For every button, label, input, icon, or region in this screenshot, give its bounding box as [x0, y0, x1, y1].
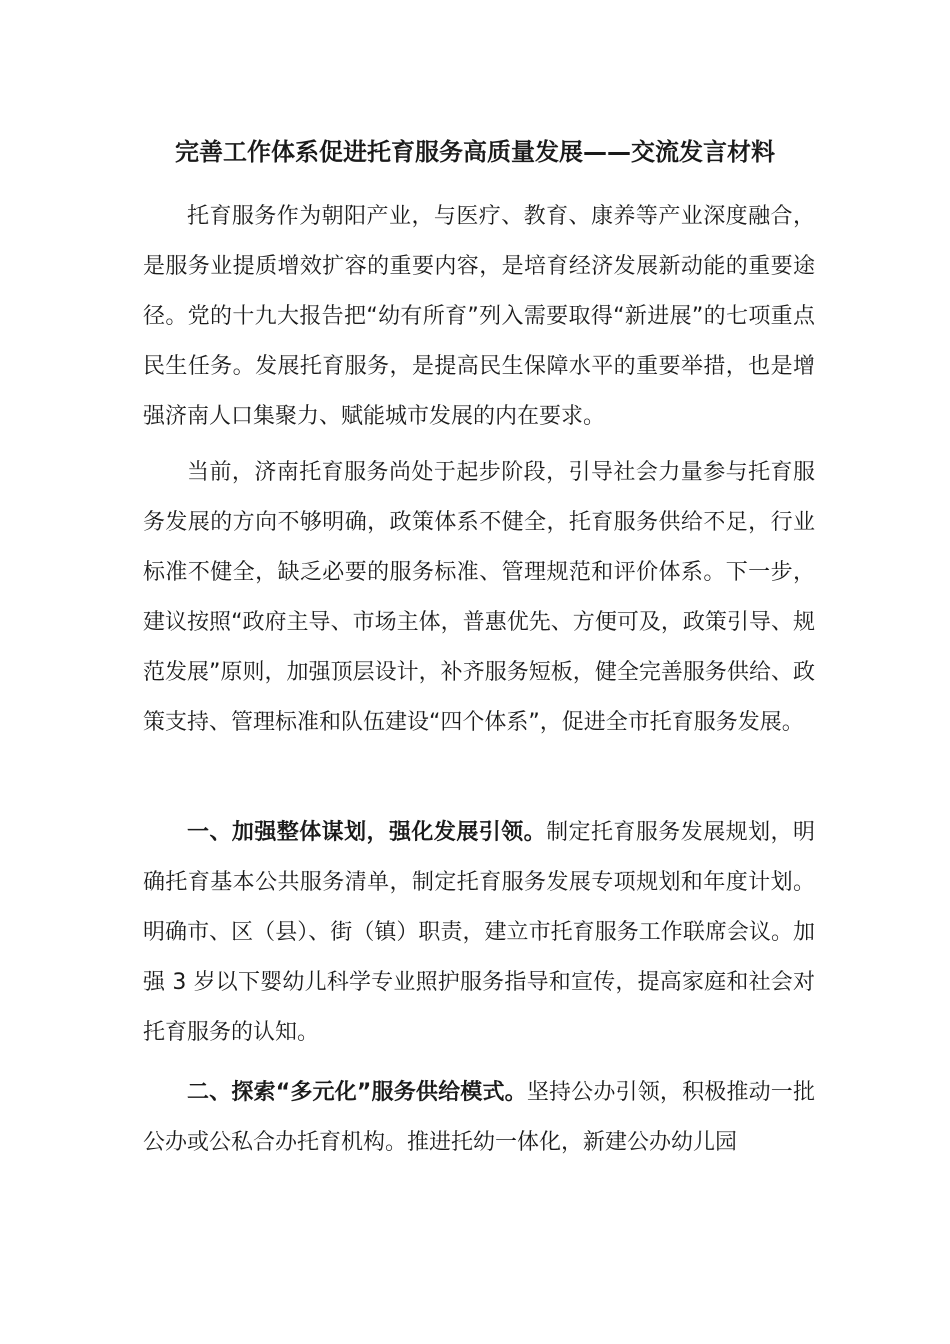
- paragraph-intro: [143, 192, 815, 442]
- section-heading: 一、加强整体谋划，强化发展引领。: [187, 820, 547, 845]
- paragraph-section-two: [143, 1068, 815, 1168]
- paragraph-section-one: [143, 808, 815, 1058]
- section-heading: 二、探索“多元化”服务供给模式。: [187, 1080, 527, 1105]
- paragraph-text: 当前，济南托育服务尚处于起步阶段，引导社会力量参与托育服务发展的方向不够明确，政策体系不健全，托育服务供给不足，行业标准不健全，缺乏必要的服务标准、管理规范和评价体系。下一步，建议按照“政府主导、市场主体，普惠优先、方便可及，政策引导、规范发展”原则，加强顶层设计，补齐服务短板，健全完善服务供给、政策支持、管理标准和队伍建设“四个体系”，促进全市托育服务发展。: [143, 460, 815, 735]
- document-title: 完善工作体系促进托育服务高质量发展——交流发言材料: [175, 138, 775, 166]
- paragraph-text: 制定托育服务发展规划，明确托育基本公共服务清单，制定托育服务发展专项规划和年度计划。明确市、区（县）、街（镇）职责，建立市托育服务工作联席会议。加强 3 岁以下婴幼儿科学专业照护服务指导和宣传，提高家庭和社会对托育服务的认知。: [143, 820, 815, 1045]
- paragraph-current-status: [143, 448, 815, 748]
- paragraph-text: 坚持公办引领，积极推动一批公办或公私合办托育机构。推进托幼一体化，新建公办幼儿园: [143, 1080, 815, 1155]
- paragraph-text: 托育服务作为朝阳产业，与医疗、教育、康养等产业深度融合，是服务业提质增效扩容的重要内容，是培育经济发展新动能的重要途径。党的十九大报告把“幼有所育”列入需要取得“新进展”的七项重点民生任务。发展托育服务，是提高民生保障水平的重要举措，也是增强济南人口集聚力、赋能城市发展的内在要求。: [143, 204, 815, 429]
